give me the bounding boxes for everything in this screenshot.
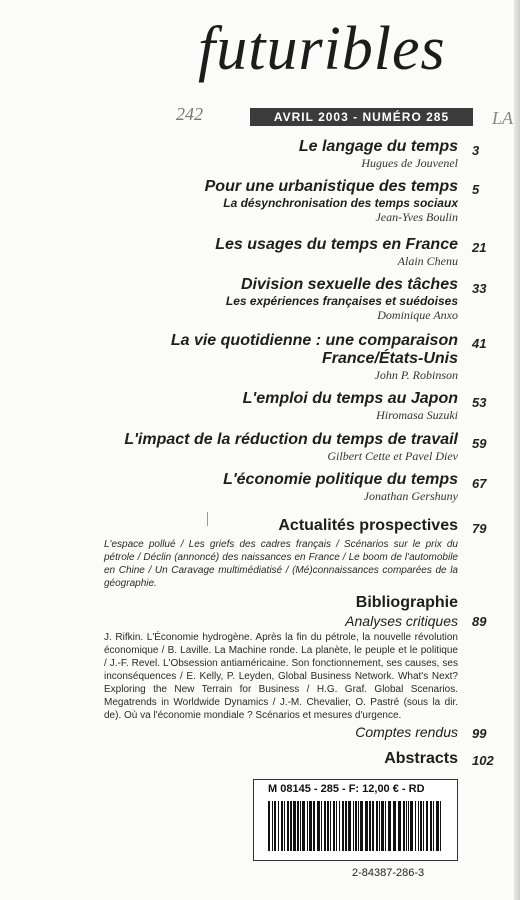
isbn: 2-84387-286-3 [352, 867, 425, 879]
barcode-bar [342, 801, 344, 851]
barcode-bar [436, 801, 439, 851]
barcode-bar [321, 801, 322, 851]
barcode-bar [302, 801, 305, 851]
handwritten-note-right: LA [492, 108, 514, 128]
barcode-bar [426, 801, 428, 851]
barcode-box [253, 779, 458, 861]
article-7[interactable] [124, 431, 458, 464]
article-subtitle: Les expériences françaises et suédoises [225, 294, 458, 308]
barcode-bar [330, 801, 331, 851]
barcode-bar [333, 801, 335, 851]
article-author: Jean-Yves Boulin [375, 210, 458, 224]
barcode-bar [336, 801, 337, 851]
barcode-bar [360, 801, 363, 851]
magazine-title: futuribles [198, 15, 446, 83]
barcode-bar [278, 801, 279, 851]
barcode-bar [403, 801, 405, 851]
barcode-bar [365, 801, 368, 851]
barcode-bar [418, 801, 419, 851]
section-page: 79 [472, 521, 487, 536]
barcode-bar [420, 801, 422, 851]
article-subtitle: La désynchronisation des temps sociaux [223, 196, 458, 210]
article-title: Division sexuelle des tâches [241, 276, 458, 293]
barcode-bar [327, 801, 329, 851]
article-title: Le langage du temps [298, 138, 458, 155]
bibliographie-summary: J. Rifkin. L'Économie hydrogène. Après la fin du pétrole, la nouvelle révolution économique / B. Laville. La Machine ronde. La planète, le peuple et le politique / J.-F. Revel. L'Obsession antiaméricaine. Son fonctionnement, ses causes, ses inconséquences / E. Kelly, P. Leyden, Global Business Network. What's Next? Exploring the New Terrain for Business / H.G. Graf. Global Scenarios. Megatrends in Worldwide Dynamics / J.-M. Chevalier, O. Pastré (sous la dir. de). Où va l'économie mondiale ? Scénarios et mesures d'urgence. [104, 632, 458, 721]
barcode-bar [372, 801, 374, 851]
article-8[interactable] [223, 471, 458, 504]
barcode-bar [348, 801, 351, 851]
article-author: John P. Robinson [374, 368, 458, 382]
barcode-bar [433, 801, 434, 851]
barcode-bar [408, 801, 409, 851]
price-code: M 08145 - 285 - F: 12,00 € - RD [268, 783, 425, 795]
article-author: Hiromasa Suzuki [376, 408, 458, 422]
article-author: Hugues de Jouvenel [361, 156, 458, 170]
article-title: Les usages du temps en France [215, 236, 458, 253]
section-abstracts[interactable]: Abstracts [384, 750, 458, 767]
article-title: L'impact de la réduction du temps de travail [124, 431, 458, 448]
barcode-bar [410, 801, 413, 851]
article-page: 21 [472, 240, 487, 255]
barcode-bar [281, 801, 283, 851]
article-title: La vie quotidienne : une comparaison [170, 332, 458, 349]
barcode-bar [324, 801, 326, 851]
article-6[interactable] [243, 390, 458, 423]
barcode-bar [268, 801, 270, 851]
article-page: 33 [472, 281, 487, 296]
article-page: 5 [472, 182, 480, 197]
article-title-line2: France/États-Unis [321, 350, 458, 367]
article-author: Gilbert Cette et Pavel Diev [327, 449, 458, 463]
barcode-bar [287, 801, 289, 851]
article-2[interactable] [205, 178, 458, 225]
barcode-bar [355, 801, 357, 851]
section-actualites[interactable]: Actualités prospectives [278, 517, 458, 534]
barcode-bar [317, 801, 320, 851]
barcode-bar [369, 801, 371, 851]
section-page: 89 [472, 614, 487, 629]
barcode-bar [393, 801, 396, 851]
barcode-bar [430, 801, 432, 851]
barcode-bar [307, 801, 308, 851]
barcode-bar [440, 801, 441, 851]
barcode-bar [406, 801, 407, 851]
article-3[interactable] [215, 236, 458, 269]
article-page: 41 [472, 336, 487, 351]
barcode-bar [272, 801, 273, 851]
handwritten-note-left: 242 [176, 104, 203, 124]
barcode-bar [353, 801, 354, 851]
print-mark [207, 512, 208, 526]
section-page: 102 [472, 753, 494, 768]
article-title: Pour une urbanistique des temps [204, 178, 458, 195]
page-edge-shadow [514, 0, 520, 900]
barcode-bar [313, 801, 315, 851]
barcode-bar [309, 801, 312, 851]
article-4[interactable] [226, 276, 458, 323]
barcode-bar [293, 801, 296, 851]
article-page: 59 [472, 436, 487, 451]
actualites-summary: L'espace pollué / Les griefs des cadres français / Scénarios sur le prix du pétrole / Déclin (annoncé) des naissances en France / Le boom de l'automobile en Chine / Un Caravage multimédiatisé / (Mé)connaissances comparées de la géographie. [104, 539, 458, 589]
barcode-bar [284, 801, 285, 851]
barcode-bar [415, 801, 416, 851]
section-page: 99 [472, 726, 487, 741]
barcode [268, 801, 444, 851]
article-5[interactable] [171, 332, 458, 383]
article-1[interactable] [299, 138, 458, 171]
issue-banner: AVRIL 2003 - NUMÉRO 285 [250, 108, 473, 126]
barcode-bar [274, 801, 276, 851]
section-bibliographie[interactable]: Bibliographie [355, 594, 458, 611]
article-title: L'emploi du temps au Japon [242, 390, 458, 407]
barcode-bar [339, 801, 340, 851]
article-title: L'économie politique du temps [223, 471, 458, 488]
article-page: 3 [472, 143, 480, 158]
barcode-bar [345, 801, 347, 851]
barcode-bar [423, 801, 424, 851]
article-author: Alain Chenu [397, 254, 458, 268]
subsection-comptes-rendus[interactable]: Comptes rendus [355, 724, 458, 740]
article-author: Jonathan Gershuny [363, 489, 458, 503]
article-author: Dominique Anxo [377, 308, 458, 322]
barcode-bar [398, 801, 401, 851]
barcode-bar [381, 801, 384, 851]
barcode-bar [379, 801, 380, 851]
barcode-bar [358, 801, 359, 851]
barcode-bar [376, 801, 378, 851]
barcode-bar [300, 801, 301, 851]
barcode-bar [385, 801, 386, 851]
article-page: 53 [472, 395, 487, 410]
barcode-bar [290, 801, 292, 851]
barcode-bar [388, 801, 391, 851]
barcode-bar [297, 801, 299, 851]
subsection-analyses[interactable]: Analyses critiques [345, 613, 458, 629]
article-page: 67 [472, 476, 487, 491]
